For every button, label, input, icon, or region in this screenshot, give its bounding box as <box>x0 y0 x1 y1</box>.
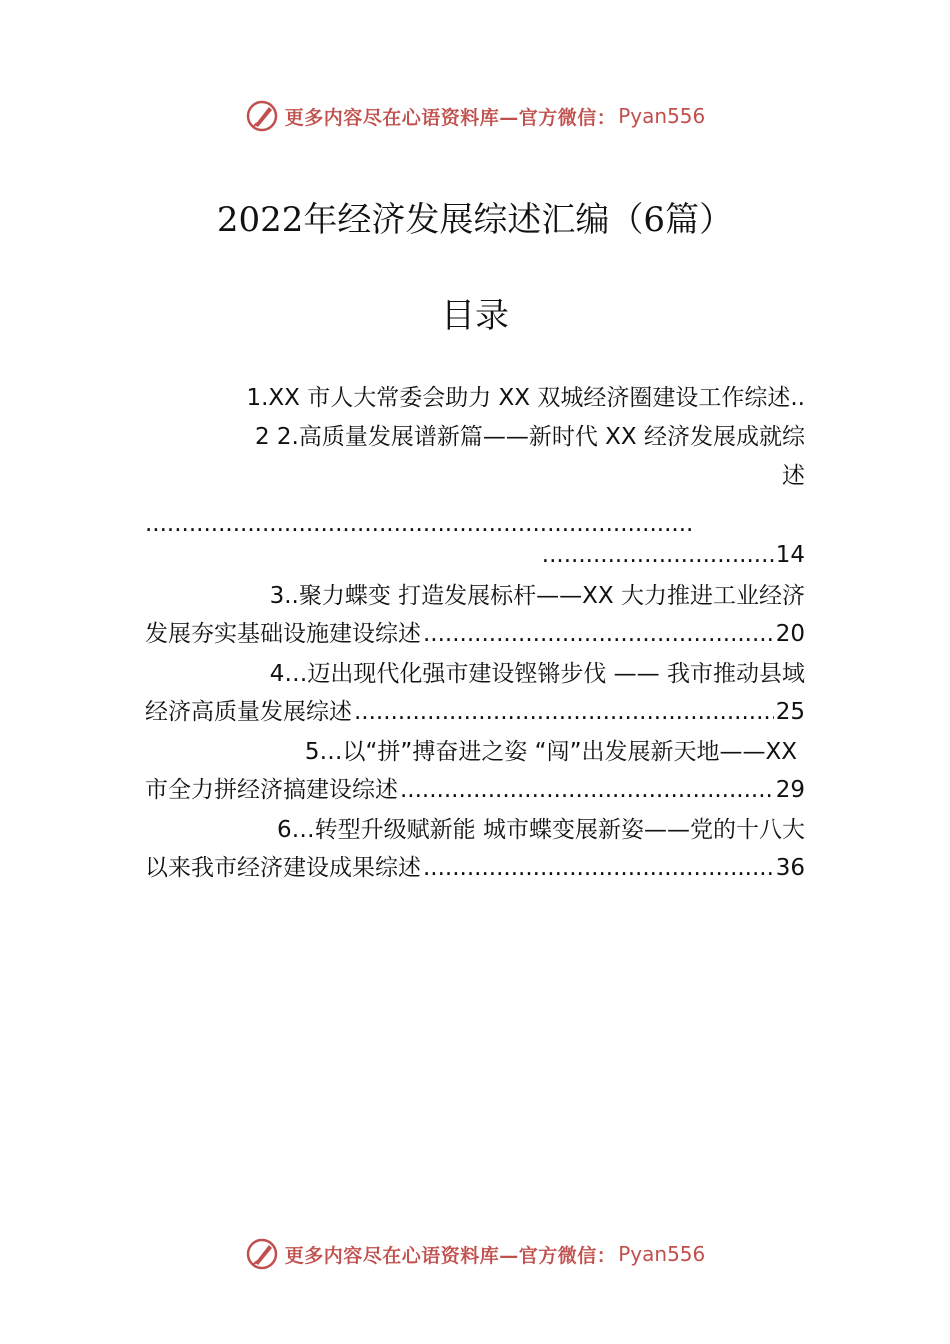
toc-entry-3-line[interactable]: 3..聚力蝶变 打造发展标杆——XX 大力推进工业经济 <box>269 583 805 609</box>
toc-entry-5-line-2 <box>145 772 805 808</box>
toc-entry-4-line-2 <box>145 694 805 730</box>
quill-logo-icon <box>245 99 279 133</box>
toc-entry-6-line-2 <box>145 850 805 886</box>
toc-entry-6-leader-dots <box>423 850 774 886</box>
toc-entry-5-leader-dots <box>400 772 774 808</box>
toc-entry-4-leader-dots <box>354 694 774 730</box>
banner-wechat-id: Pyan556 <box>618 1242 706 1266</box>
toc-entry-3-line-2 <box>145 616 805 652</box>
toc-entry-4-page: 25 <box>775 699 805 725</box>
quill-logo-icon <box>245 1237 279 1271</box>
toc-entry-2-leader-tail: ................................ <box>541 542 776 568</box>
toc-entry-2-leader-dots: ........................................................................... <box>145 511 694 537</box>
toc-entry-1-line[interactable]: 1.XX 市人大常委会助力 XX 双城经济圈建设工作综述.. <box>246 385 805 411</box>
document-title: 2022年经济发展综述汇编（6篇） <box>216 200 734 240</box>
banner-text: 更多内容尽在心语资料库—官方微信： <box>284 1244 617 1267</box>
toc-entry-2-line-2: 述 <box>782 463 805 489</box>
toc-entry-2-page: 14 <box>775 542 805 568</box>
toc-entry-5-line[interactable]: 5…以“拼”搏奋进之姿 “闯”出发展新天地——XX <box>304 739 797 765</box>
toc-entry-2-page-line <box>145 537 805 573</box>
toc-heading: 目录 <box>441 296 509 336</box>
toc-entry-3-title: 发展夯实基础设施建设综述 <box>145 621 421 647</box>
toc-entry-6-page: 36 <box>775 855 805 881</box>
banner-text: 更多内容尽在心语资料库—官方微信： <box>284 106 617 129</box>
toc-entry-5-title: 市全力拼经济搞建设综述 <box>145 777 398 803</box>
watermark-banner-top <box>0 94 950 138</box>
toc-entry-3-page: 20 <box>775 621 805 647</box>
toc-entry-6-line[interactable]: 6…转型升级赋新能 城市蝶变展新姿——党的十八大 <box>277 817 805 843</box>
toc-entry-3-leader-dots <box>423 616 774 652</box>
toc-entry-4-title: 经济高质量发展综述 <box>145 699 352 725</box>
banner-wechat-id: Pyan556 <box>618 104 706 128</box>
toc-entry-4-line[interactable]: 4…迈出现代化强市建设铿锵步伐 —— 我市推动县域 <box>269 661 805 687</box>
toc-entry-2-line[interactable]: 2 2.高质量发展谱新篇——新时代 XX 经济发展成就综 <box>254 424 805 450</box>
watermark-banner-bottom <box>0 1232 950 1276</box>
toc-entry-6-title: 以来我市经济建设成果综述 <box>145 855 421 881</box>
toc-entry-5-page: 29 <box>775 777 805 803</box>
